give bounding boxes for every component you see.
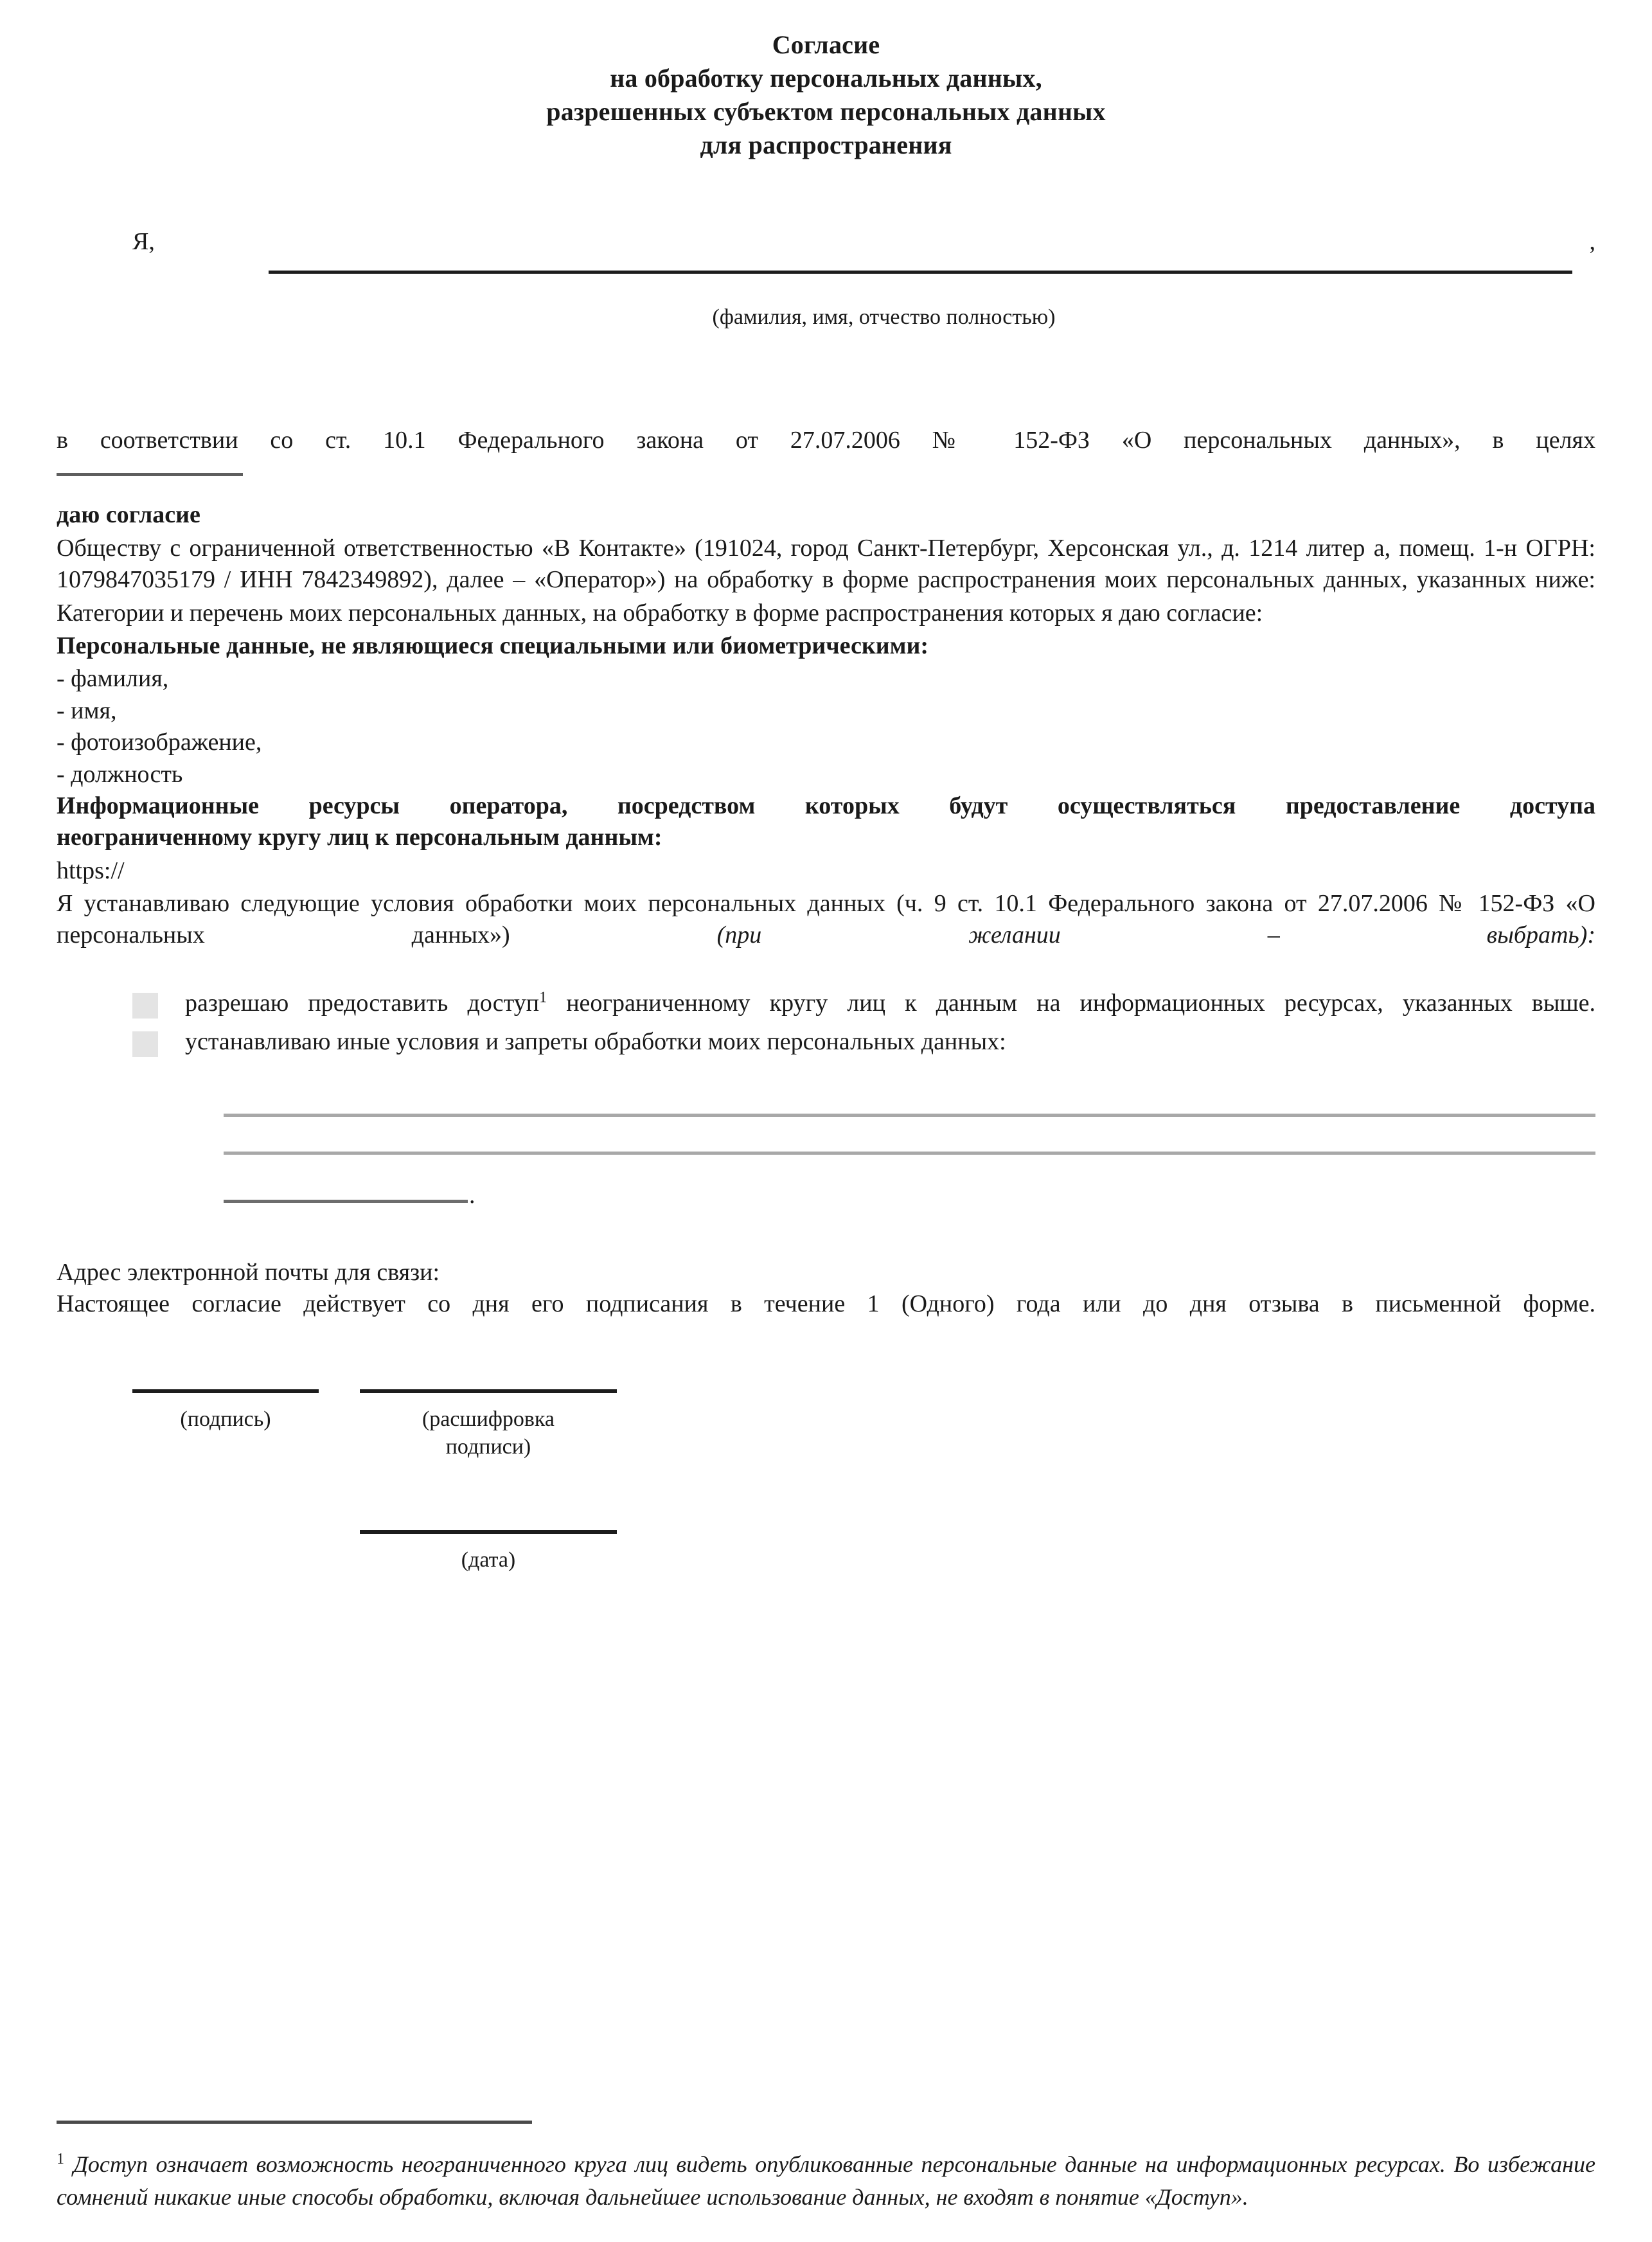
conditions-intro-note: (при желании – выбрать): xyxy=(510,921,1595,949)
option-allow-access-text-2: неограниченному кругу лиц к данным на информационных ресурсах, указанных выше. xyxy=(547,989,1595,1017)
date-caption: (дата) xyxy=(461,1548,516,1572)
signature-input-rule[interactable] xyxy=(132,1389,319,1393)
signature-name-caption-line-1: (расшифровка xyxy=(422,1407,555,1432)
checkbox-allow-access[interactable] xyxy=(132,993,158,1019)
contact-block xyxy=(57,1257,1595,1321)
checkbox-other-conditions[interactable] xyxy=(132,1031,158,1057)
option-other-conditions-label: устанавливаю иные условия и запреты обработки моих персональных данных: xyxy=(185,1028,1006,1055)
other-conditions-line-2[interactable] xyxy=(224,1117,1595,1155)
operator-paragraph: Обществу с ограниченной ответственностью «В Контакте» (191024, город Санкт-Петербург, Херсонская ул., д. 1214 литер а, помещ. 1-н ОГРН: 1079847035179 / ИНН 7842349892), далее – «Оператор») на обработку в форме распространения моих персональных данных, указанных ниже: xyxy=(57,534,1595,594)
resources-url-field[interactable]: https:// xyxy=(57,857,125,884)
signature-name-caption-line-2: подписи) xyxy=(445,1434,531,1459)
footnote-marker: 1 xyxy=(57,2150,64,2167)
email-label[interactable]: Адрес электронной почты для связи: xyxy=(57,1258,440,1286)
resources-heading-line-2: неограниченному кругу лиц к персональным данным: xyxy=(57,824,662,851)
other-conditions-line-1[interactable] xyxy=(224,1079,1595,1117)
categories-heading: Персональные данные, не являющиеся специальными или биометрическими: xyxy=(57,632,929,659)
list-item: - фамилия, xyxy=(57,665,169,693)
full-name-caption: (фамилия, имя, отчество полностью) xyxy=(712,305,1056,329)
option-allow-access-text-1: разрешаю предоставить доступ xyxy=(185,989,540,1017)
resources-heading-line-1: Информационные ресурсы оператора, посредством которых будут осуществляться предоставление доступа xyxy=(57,792,1595,819)
option-allow-access[interactable] xyxy=(57,988,1595,1024)
footnote-text xyxy=(57,2148,1595,2214)
document-title xyxy=(57,0,1595,162)
subject-trailing-comma: , xyxy=(1589,228,1595,255)
title-line-2: на обработку персональных данных, xyxy=(610,64,1042,93)
title-line-1: Согласие xyxy=(772,30,880,59)
option-allow-access-label xyxy=(185,988,1595,1019)
title-line-3: разрешенных субъектом персональных данных xyxy=(546,97,1106,126)
list-item: - имя, xyxy=(57,697,117,724)
other-conditions-line-3-row xyxy=(224,1181,1595,1209)
signature-caption: (подпись) xyxy=(180,1407,271,1432)
signature-name-input-rule[interactable] xyxy=(360,1389,617,1393)
subject-prefix-label: Я, xyxy=(132,228,155,255)
list-item: - фотоизображение, xyxy=(57,729,262,756)
full-name-input-rule[interactable] xyxy=(269,271,1572,274)
signature-block xyxy=(57,1389,1595,1574)
intro-paragraph: в соответствии со ст. 10.1 Федерального закона от 27.07.2006 № 152-ФЗ «О персональных данных», в целях xyxy=(57,427,1595,454)
footnote-body: Доступ означает возможность неограниченного круга лиц видеть опубликованные персональные данные на информационных ресурсах. Во избежание сомнений никакие иные способы обработки, включая дальнейшее использование данных, не входят в понятие «Доступ». xyxy=(57,2151,1595,2210)
footnote-block xyxy=(57,2121,1595,2214)
signature-name-caption xyxy=(360,1406,617,1461)
purpose-input-rule[interactable] xyxy=(57,473,243,476)
date-spacer xyxy=(132,1530,360,1574)
date-input-rule[interactable] xyxy=(360,1530,617,1534)
conditions-options xyxy=(57,988,1595,1062)
list-item: - должность xyxy=(57,760,183,788)
other-conditions-line-3[interactable] xyxy=(224,1200,468,1203)
title-line-4: для распространения xyxy=(700,130,952,159)
footnote-ref-icon: 1 xyxy=(539,989,547,1006)
subject-name-row xyxy=(57,229,1595,291)
option-other-conditions[interactable] xyxy=(57,1026,1595,1062)
footnote-separator xyxy=(57,2121,532,2124)
other-conditions-input-area xyxy=(57,1079,1595,1209)
conditions-intro-text: Я устанавливаю следующие условия обработки моих персональных данных (ч. 9 ст. 10.1 Федерального закона от 27.07.2006 № 152-ФЗ «О персональных данных») xyxy=(57,890,1595,949)
consent-lead-label: даю согласие xyxy=(57,501,200,529)
date-row xyxy=(132,1530,1595,1574)
date-cell xyxy=(360,1530,617,1574)
signature-name-cell xyxy=(360,1389,617,1461)
conditions-intro-paragraph xyxy=(57,888,1595,952)
validity-paragraph: Настоящее согласие действует со дня его подписания в течение 1 (Одного) года или до дня отзыва в письменной форме. xyxy=(57,1290,1595,1318)
signature-cell xyxy=(132,1389,319,1434)
other-conditions-period: . xyxy=(469,1181,475,1209)
categories-intro: Категории и перечень моих персональных данных, на обработку в форме распространения которых я даю согласие: xyxy=(57,599,1263,627)
personal-data-list xyxy=(57,663,1595,790)
signature-row xyxy=(132,1389,1595,1461)
